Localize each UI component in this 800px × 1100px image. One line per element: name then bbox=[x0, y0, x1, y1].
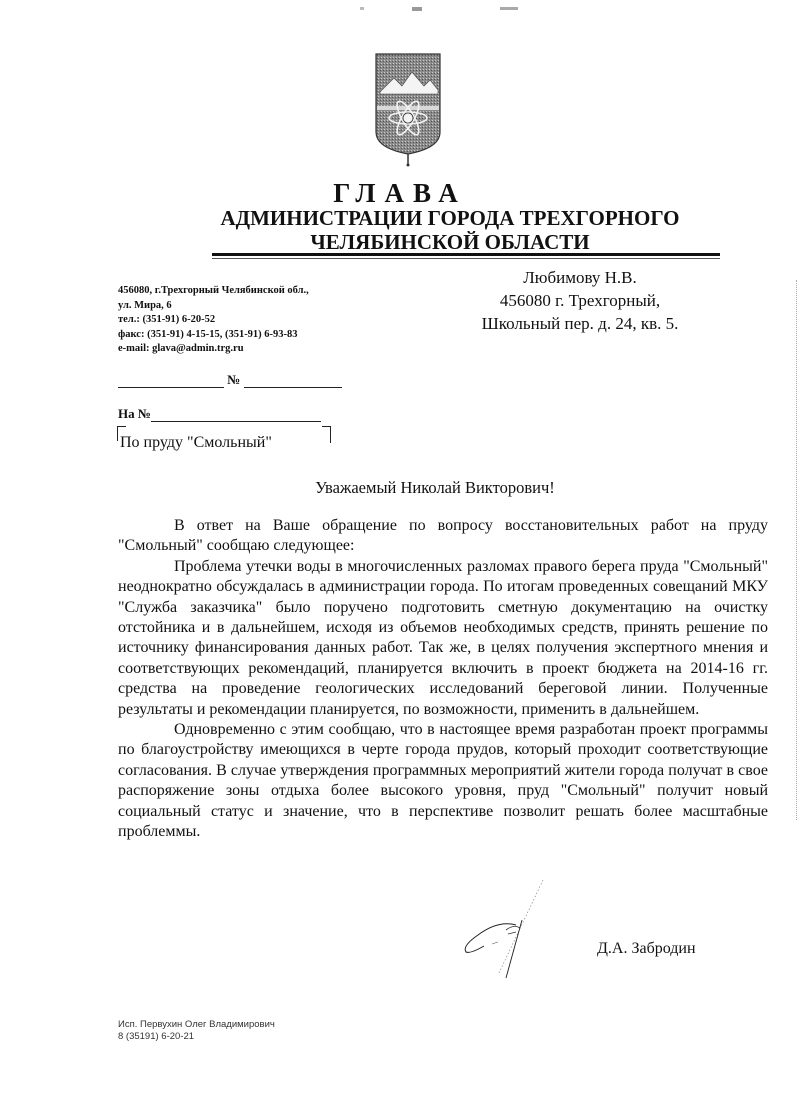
reply-number-blank bbox=[151, 409, 321, 422]
scan-edge-artifact bbox=[796, 280, 797, 820]
sender-phone: тел.: (351-91) 6-20-52 bbox=[118, 314, 216, 325]
handwritten-date bbox=[118, 373, 224, 388]
sender-address-line2: ул. Мира, 6 bbox=[118, 299, 172, 311]
executor-phone: 8 (35191) 6-20-21 bbox=[118, 1031, 195, 1042]
recipient-name: Любимову Н.В. bbox=[523, 268, 637, 287]
letter-subject: По пруду "Смольный" bbox=[120, 434, 272, 451]
outgoing-reference bbox=[118, 372, 342, 388]
handwritten-number bbox=[244, 373, 342, 388]
executor-block bbox=[118, 1019, 275, 1043]
handwritten-signature bbox=[458, 880, 558, 980]
sender-email: e-mail: glava@admin.trg.ru bbox=[118, 343, 244, 354]
city-coat-of-arms bbox=[372, 48, 444, 168]
recipient-city: 456080 г. Трехгорный, bbox=[499, 291, 661, 310]
incoming-reference bbox=[118, 406, 321, 422]
number-sign: № bbox=[227, 372, 241, 387]
body-paragraph: В ответ на Ваше обращение по вопросу восстановительных работ на пруду "Смольный" сообщаю следующее: bbox=[118, 517, 768, 555]
sender-address-block bbox=[118, 284, 309, 357]
body-paragraph: Проблема утечки воды в многочисленных разломах правого берега пруда "Смольный" неоднократно обсуждалась в администрации города. По итогам проведенных совещаний МКУ "Служба заказчика" было поручено подготовить сметную документацию на очистку отстойника и в дальнейшем, исходя из объемов необходимых средств, принять решение по источнику финансирования данных работ. Так же, в целях получения экспертного мнения и соответствующих рекомендаций, планируется включить в проект бюджета на 2014-16 гг. средства на проведение геологических исследований береговой линии. Полученные результаты и рекомендации планируется, по возможности, применить в дальнейшем. bbox=[118, 557, 768, 718]
document-title: ГЛАВА bbox=[333, 178, 467, 208]
header-divider-thin bbox=[212, 258, 720, 259]
document-subtitle-line1: АДМИНИСТРАЦИИ ГОРОДА ТРЕХГОРНОГО bbox=[220, 206, 680, 230]
signer-name: Д.А. Забродин bbox=[597, 940, 696, 957]
salutation: Уважаемый Николай Викторович! bbox=[315, 478, 555, 497]
letter-body bbox=[118, 516, 768, 843]
scan-artifact bbox=[340, 0, 540, 6]
sender-fax: факс: (351-91) 4-15-15, (351-91) 6-93-83 bbox=[118, 328, 298, 340]
body-paragraph: Одновременно с этим сообщаю, что в настоящее время разработан проект программы по благоустройству имеющихся в черте города прудов, который проходит соответствующие согласования. В случае утверждения программных мероприятий жители города получат в свое распоряжение зоны отдыха более высокого уровня, пруд "Смольный" получит новый социальный статус и значение, что в перспективе позволит решать более масштабные проблеммы. bbox=[118, 721, 768, 841]
recipient-address-block bbox=[470, 266, 690, 335]
reply-label: На № bbox=[118, 406, 151, 421]
recipient-street: Школьный пер. д. 24, кв. 5. bbox=[481, 314, 679, 333]
header-divider bbox=[212, 253, 720, 256]
executor-name: Исп. Первухин Олег Владимирович bbox=[118, 1019, 275, 1030]
sender-address-line1: 456080, г.Трехгорный Челябинской обл., bbox=[118, 285, 309, 296]
subject-bracket-right bbox=[322, 426, 331, 443]
document-subtitle-line2: ЧЕЛЯБИНСКОЙ ОБЛАСТИ bbox=[310, 230, 590, 254]
